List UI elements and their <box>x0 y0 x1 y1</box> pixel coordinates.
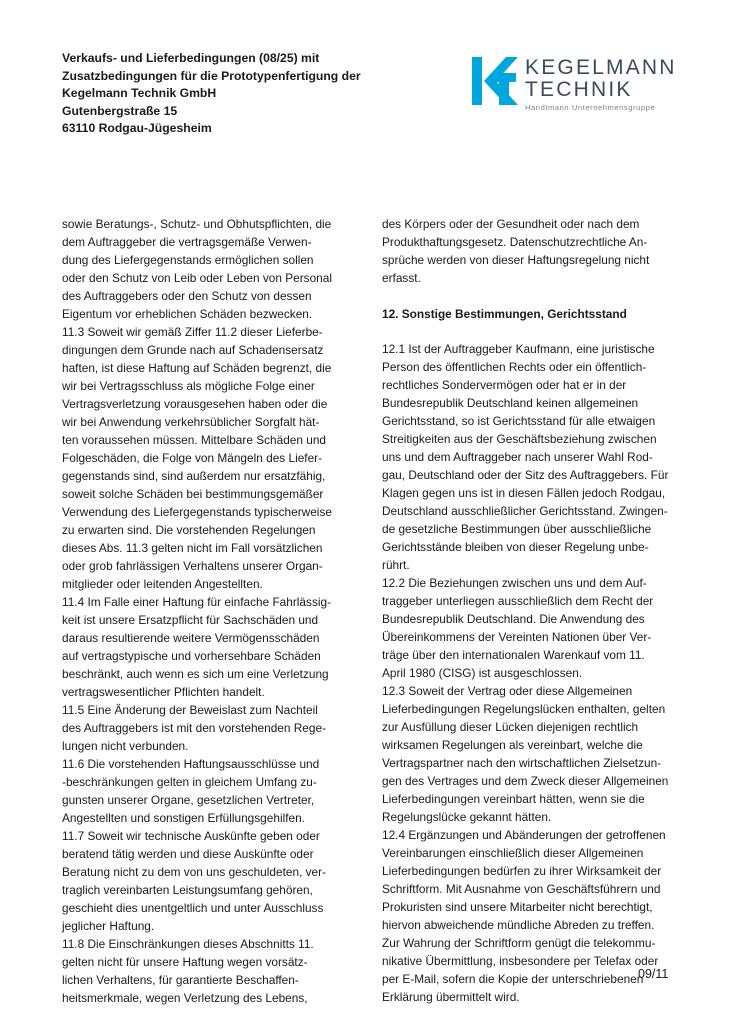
text-line: des Auftraggebers ist mit den vorstehenden Rege- <box>62 721 327 735</box>
company-logo <box>472 57 692 113</box>
text-line: auf vertragstypische und vorhersehbare Schäden <box>62 649 321 663</box>
text-line: 11.3 Soweit wir gemäß Ziffer 11.2 dieser Lieferbe- <box>62 325 323 339</box>
text-line: soweit solche Schäden bei bestimmungsgemäßer <box>62 487 324 501</box>
text-line: uns und dem Auftraggeber nach unserer Wahl Rod- <box>382 450 653 464</box>
header-line-company: Kegelmann Technik GmbH <box>62 86 217 101</box>
text-line: 11.6 Die vorstehenden Haftungsausschlüsse und <box>62 757 320 771</box>
text-line: geschieht dies unentgeltlich und unter Ausschluss <box>62 901 324 915</box>
text-line: Zur Wahrung der Schriftform genügt die telekommu- <box>382 936 656 950</box>
text-line: Vereinbarungen einschließlich dieser Allgemeinen <box>382 846 644 860</box>
text-line: keit ist unsere Ersatzpflicht für Sachschäden und <box>62 613 319 627</box>
text-line: gen des Vertrages und dem Zweck dieser Allgemeinen <box>382 774 669 788</box>
text-line: Lieferbedingungen vereinbart hätten, wenn sie die <box>382 792 645 806</box>
right-text-column <box>382 215 674 1006</box>
text-line: Person des öffentlichen Rechts oder ein öffentlich- <box>382 360 647 374</box>
text-line: Bundesrepublik Deutschland keinen allgemeinen <box>382 396 639 410</box>
text-line: Lieferbedingungen Regelungslücken enthalten, gelten <box>382 702 666 716</box>
text-line: oder grob fahrlässigen Verhaltens unserer Organ- <box>62 559 323 573</box>
text-line: wir bei Anwendung verkehrsüblicher Sorgfalt hät- <box>62 415 320 429</box>
text-line: Vertragsverletzung vorausgesehen haben oder die <box>62 397 328 411</box>
page-number: 09/11 <box>638 967 669 981</box>
text-line: 12.1 Ist der Auftraggeber Kaufmann, eine juristische <box>382 342 655 356</box>
text-line: gelten nicht für unsere Haftung wegen vorsätz- <box>62 955 308 969</box>
document-header <box>62 50 392 138</box>
text-line: Gerichtsstände bleiben von dieser Regelung unbe- <box>382 540 649 554</box>
text-line: 12.3 Soweit der Vertrag oder diese Allgemeinen <box>382 684 633 698</box>
header-line-street: Gutenbergstraße 15 <box>62 103 178 118</box>
text-line: lungen nicht verbunden. <box>62 739 189 753</box>
kt-logo-icon <box>472 57 518 105</box>
text-line: Prokuristen sind unsere Mitarbeiter nicht berechtigt, <box>382 900 653 914</box>
text-line: sowie Beratungs-, Schutz- und Obhutspflichten, die <box>62 217 332 231</box>
text-line: hiervon abweichende mündliche Abreden zu treffen. <box>382 918 655 932</box>
logo-wordmark-line2: TECHNIK <box>525 78 633 101</box>
text-line: Vertragspartner nach den wirtschaftlichen Zielsetzun- <box>382 756 662 770</box>
text-line: Produkthaftungsgesetz. Datenschutzrechtliche An- <box>382 235 648 249</box>
text-line: wirksamen Regelungen als vereinbart, welche die <box>382 738 643 752</box>
text-line: gunsten unserer Organe, gesetzlichen Vertreter, <box>62 793 315 807</box>
text-line: -beschränkungen gelten in gleichem Umfang zu- <box>62 775 317 789</box>
text-line: des Körpers oder der Gesundheit oder nach dem <box>382 217 640 231</box>
text-line: 11.8 Die Einschränkungen dieses Abschnitts 11. <box>62 937 314 951</box>
text-line: daraus resultierende weitere Vermögensschäden <box>62 631 320 645</box>
text-line: haften, ist diese Haftung auf Schäden begrenzt, die <box>62 361 332 375</box>
text-line: de gesetzliche Bestimmungen über ausschließliche <box>382 522 652 536</box>
text-line: April 1980 (CISG) ist ausgeschlossen. <box>382 666 583 680</box>
text-line: traggeber unterliegen ausschließlich dem Recht der <box>382 594 654 608</box>
text-line: Eigentum vor erheblichen Schäden bezwecken. <box>62 307 313 321</box>
text-line: erfasst. <box>382 271 421 285</box>
text-line: dem Auftraggeber die vertragsgemäße Verwen- <box>62 235 312 249</box>
logo-subtitle: Handtmann Unternehmensgruppe <box>525 103 656 112</box>
text-line: rechtliches Sondervermögen oder hat er in der <box>382 378 627 392</box>
section-heading: 12. Sonstige Bestimmungen, Gerichtsstand <box>382 306 627 321</box>
text-line: gau, Deutschland oder der Sitz des Auftraggebers. Für <box>382 468 669 482</box>
text-line: vertragswesentlicher Pflichten handelt. <box>62 685 265 699</box>
text-line: Klagen gegen uns ist in diesen Fällen jedoch Rodgau, <box>382 486 666 500</box>
text-line: rührt. <box>382 558 410 572</box>
text-line: träge über den internationalen Warenkauf vom 11. <box>382 648 645 662</box>
text-line: Regelungslücke gekannt hätten. <box>382 810 552 824</box>
text-line: Angestellten und sonstigen Erfüllungsgehilfen. <box>62 811 305 825</box>
text-line: gegenstands sind, sind außerdem nur ersatzfähig, <box>62 469 326 483</box>
text-line: sprüche werden von dieser Haftungsregelung nicht <box>382 253 650 267</box>
text-line: 11.4 Im Falle einer Haftung für einfache Fahrlässig- <box>62 595 332 609</box>
text-line: 12.4 Ergänzungen und Abänderungen der getroffenen <box>382 828 666 842</box>
text-line: Bundesrepublik Deutschland. Die Anwendung des <box>382 612 645 626</box>
text-line: des Auftraggebers oder den Schutz von dessen <box>62 289 312 303</box>
header-line-title: Verkaufs- und Lieferbedingungen (08/25) mit <box>62 51 320 65</box>
text-line: Deutschland ausschließlicher Gerichtsstand. Zwingen- <box>382 504 668 518</box>
text-line: wir bei Vertragsschluss als mögliche Folge einer <box>62 379 315 393</box>
text-line: Folgeschäden, die Folge von Mängeln des Liefer- <box>62 451 323 465</box>
header-line-city: 63110 Rodgau-Jügesheim <box>62 121 212 136</box>
text-line: Lieferbedingungen bedürfen zu ihrer Wirksamkeit der <box>382 864 662 878</box>
text-line: jeglicher Haftung. <box>62 919 155 933</box>
text-line: dingungen dem Grunde nach auf Schadensersatz <box>62 343 324 357</box>
logo-wordmark-line1: KEGELMANN <box>525 56 677 79</box>
paragraph-spacer <box>382 287 674 305</box>
left-text-column <box>62 215 354 1007</box>
text-line: Schriftform. Mit Ausnahme von Geschäftsführern und <box>382 882 661 896</box>
text-line: beratend tätig werden und diese Auskünfte oder <box>62 847 314 861</box>
text-line: traglich vereinbarten Leistungsumfang gehören, <box>62 883 313 897</box>
text-line: Beratung nicht zu dem von uns geschuldeten, ver- <box>62 865 327 879</box>
paragraph-spacer <box>382 323 674 341</box>
text-line: 11.7 Soweit wir technische Auskünfte geben oder <box>62 829 320 843</box>
text-line: beschränkt, auch wenn es sich um eine Verletzung <box>62 667 329 681</box>
header-line-subtitle: Zusatzbedingungen für die Prototypenfertigung der <box>62 68 361 83</box>
text-line: zu erwarten sind. Die vorstehenden Regelungen <box>62 523 316 537</box>
text-line: 12.2 Die Beziehungen zwischen uns und dem Auf- <box>382 576 647 590</box>
text-line: Streitigkeiten aus der Geschäftsbeziehung zwischen <box>382 432 657 446</box>
text-line: Übereinkommens der Vereinten Nationen über Ver- <box>382 630 652 644</box>
text-line: Gerichtsstand, so ist Gerichtsstand für alle etwaigen <box>382 414 656 428</box>
text-line: oder den Schutz von Leib oder Leben von Personal <box>62 271 332 285</box>
text-line: mitglieder oder leitenden Angestellten. <box>62 577 263 591</box>
text-line: per E-Mail, sofern die Kopie der unterschriebenen <box>382 972 644 986</box>
text-line: Verwendung des Liefergegenstands typischerweise <box>62 505 332 519</box>
text-line: ten voraussehen müssen. Mittelbare Schäden und <box>62 433 327 447</box>
text-line: lichen Verhaltens, für garantierte Beschaffen- <box>62 973 299 987</box>
text-line: Erklärung übermittelt wird. <box>382 990 520 1004</box>
text-line: dieses Abs. 11.3 gelten nicht im Fall vorsätzlichen <box>62 541 323 555</box>
text-line: heitsmerkmale, wegen Verletzung des Lebens, <box>62 991 308 1005</box>
text-line: dung des Liefergegenstands ermöglichen sollen <box>62 253 314 267</box>
text-line: 11.5 Eine Änderung der Beweislast zum Nachteil <box>62 703 318 717</box>
text-line: nikative Übermittlung, insbesondere per Telefax oder <box>382 954 659 968</box>
text-line: zur Ausfüllung dieser Lücken diejenigen rechtlich <box>382 720 639 734</box>
